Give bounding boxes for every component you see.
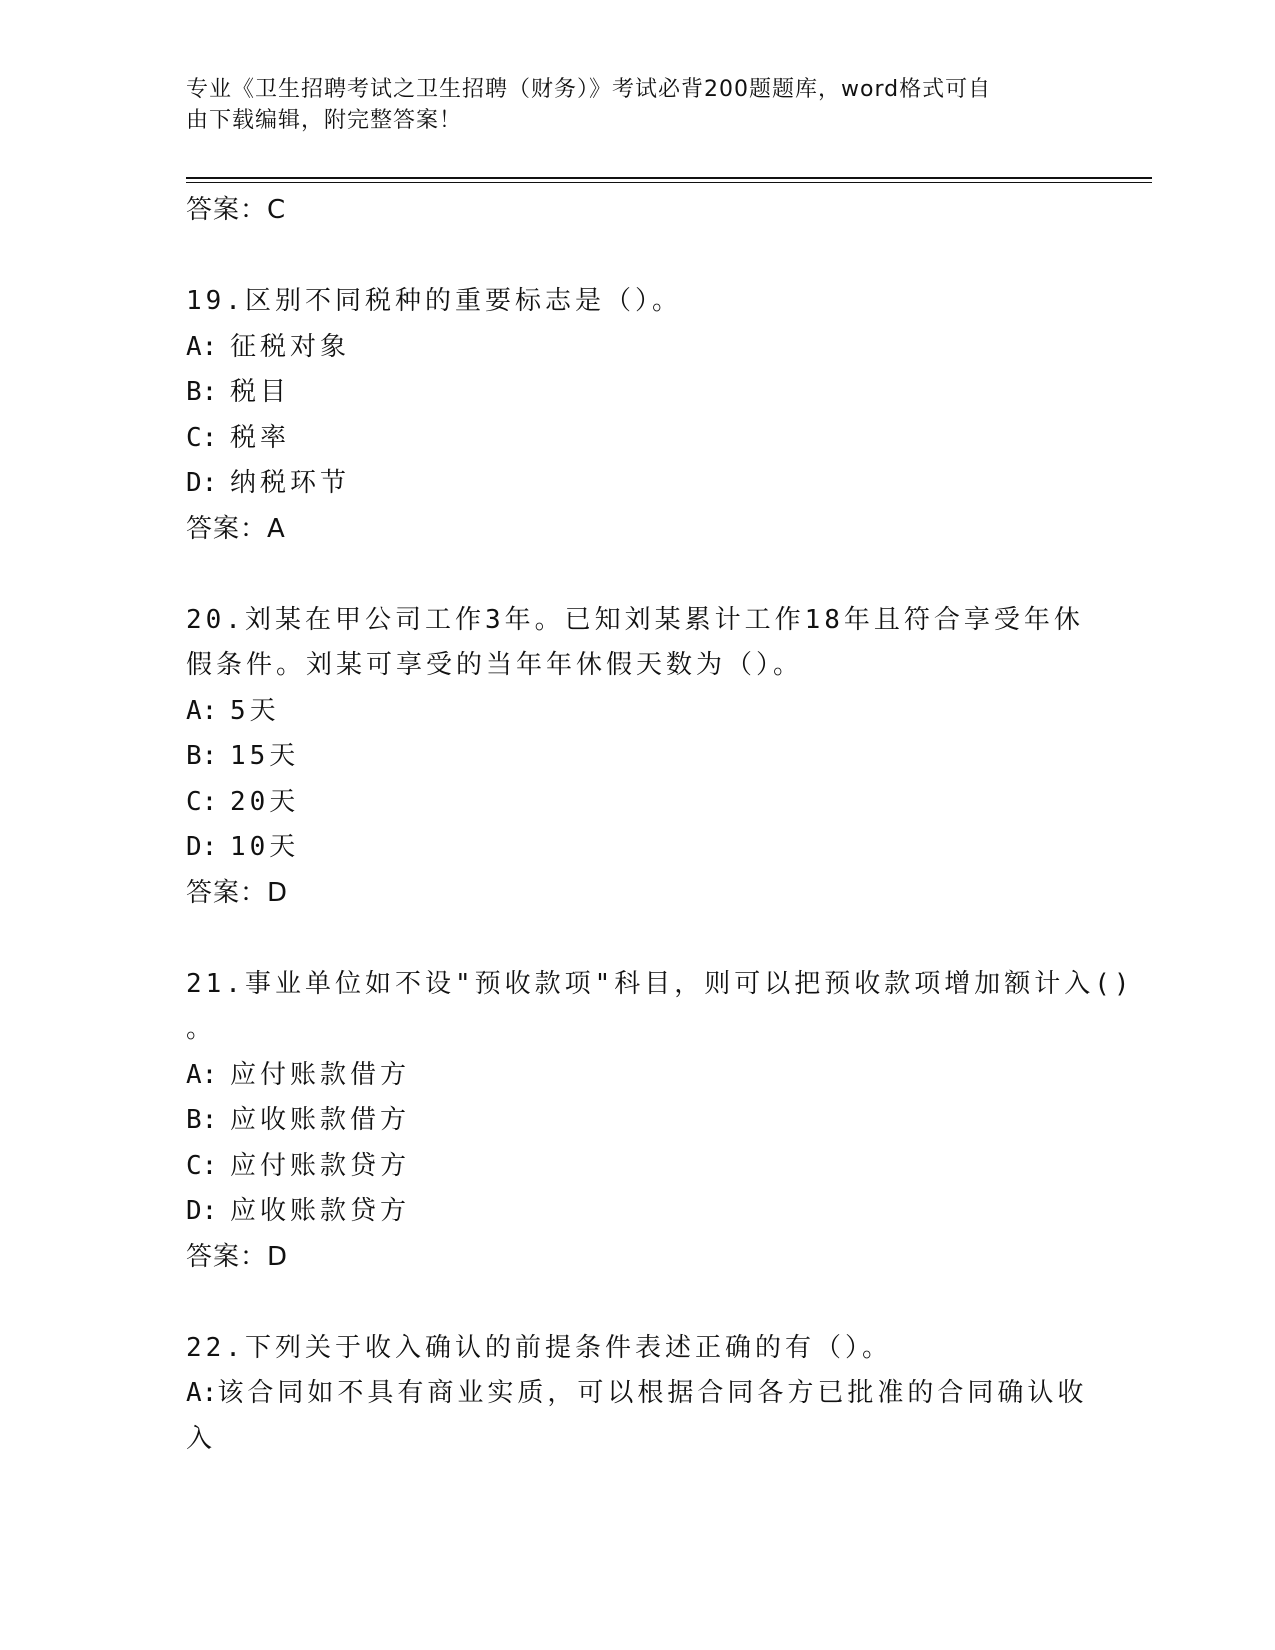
option-d xyxy=(186,825,1086,871)
option-a-continued: 入 xyxy=(186,1423,217,1454)
option-a xyxy=(186,689,1086,735)
option-letter: A: xyxy=(186,1059,218,1090)
option-letter: B: xyxy=(186,1105,218,1135)
question-stem: 21.事业单位如不设"预收款项"科目，则可以把预收款项增加额计入() xyxy=(186,968,1134,999)
question-stem-continued: 。 xyxy=(186,1014,217,1044)
option-b xyxy=(186,370,1086,416)
option-letter: B: xyxy=(186,377,218,407)
option-letter: A: xyxy=(186,1378,218,1408)
option-letter: A: xyxy=(186,695,218,726)
option-text: 应收账款借方 xyxy=(230,1105,411,1135)
option-b xyxy=(186,734,1086,780)
question-stem: 19.区别不同税种的重要标志是（）。 xyxy=(186,286,682,316)
option-a xyxy=(186,1053,1086,1099)
option-text: 应收账款贷方 xyxy=(230,1196,411,1226)
option-text: 该合同如不具有商业实质，可以根据合同各方已批准的合同确认收 xyxy=(217,1378,1088,1408)
question-22 xyxy=(186,1326,1086,1463)
question-21 xyxy=(186,962,1134,1280)
answer: 答案：D xyxy=(186,1241,289,1272)
option-text: 10天 xyxy=(230,832,300,862)
option-letter: C: xyxy=(186,1150,218,1181)
question-stem: 22.下列关于收入确认的前提条件表述正确的有（）。 xyxy=(186,1332,892,1363)
option-letter: B: xyxy=(186,741,218,771)
option-text: 征税对象 xyxy=(230,331,351,362)
answer: 答案：A xyxy=(186,513,286,544)
option-text: 15天 xyxy=(230,741,300,771)
option-text: 20天 xyxy=(230,786,300,817)
header-divider-thin xyxy=(186,182,1152,183)
header-line-2: 由下载编辑，附完整答案！ xyxy=(186,108,463,133)
answer: 答案：D xyxy=(186,877,289,908)
option-text: 应付账款贷方 xyxy=(230,1150,411,1181)
option-b xyxy=(186,1098,1086,1144)
header-divider-thick xyxy=(186,177,1152,179)
option-a xyxy=(186,325,1086,371)
option-c xyxy=(186,780,1086,826)
option-text: 税目 xyxy=(230,377,291,407)
question-stem: 20.刘某在甲公司工作3年。已知刘某累计工作18年且符合享受年休 xyxy=(186,604,1084,635)
option-letter: C: xyxy=(186,786,218,817)
option-letter: A: xyxy=(186,331,218,362)
question-19 xyxy=(186,279,1086,552)
option-letter: D: xyxy=(186,1196,218,1226)
option-a xyxy=(186,1371,1086,1417)
option-text: 5天 xyxy=(230,695,280,726)
header-line-1: 专业《卫生招聘考试之卫生招聘（财务）》考试必背200题题库，word格式可自 xyxy=(186,77,992,102)
previous-answer: 答案：C xyxy=(186,195,287,225)
option-letter: D: xyxy=(186,468,218,498)
question-stem-continued: 假条件。刘某可享受的当年年休假天数为（）。 xyxy=(186,650,804,680)
document-body xyxy=(186,188,1134,1462)
option-d xyxy=(186,461,1086,507)
option-c xyxy=(186,1144,1086,1190)
option-c xyxy=(186,416,1086,462)
question-20 xyxy=(186,598,1086,916)
option-text: 税率 xyxy=(230,422,291,453)
option-d xyxy=(186,1189,1086,1235)
option-letter: D: xyxy=(186,832,218,862)
option-text: 应付账款借方 xyxy=(230,1059,411,1090)
option-text: 纳税环节 xyxy=(230,468,351,498)
option-letter: C: xyxy=(186,422,218,453)
document-header xyxy=(186,74,1066,136)
